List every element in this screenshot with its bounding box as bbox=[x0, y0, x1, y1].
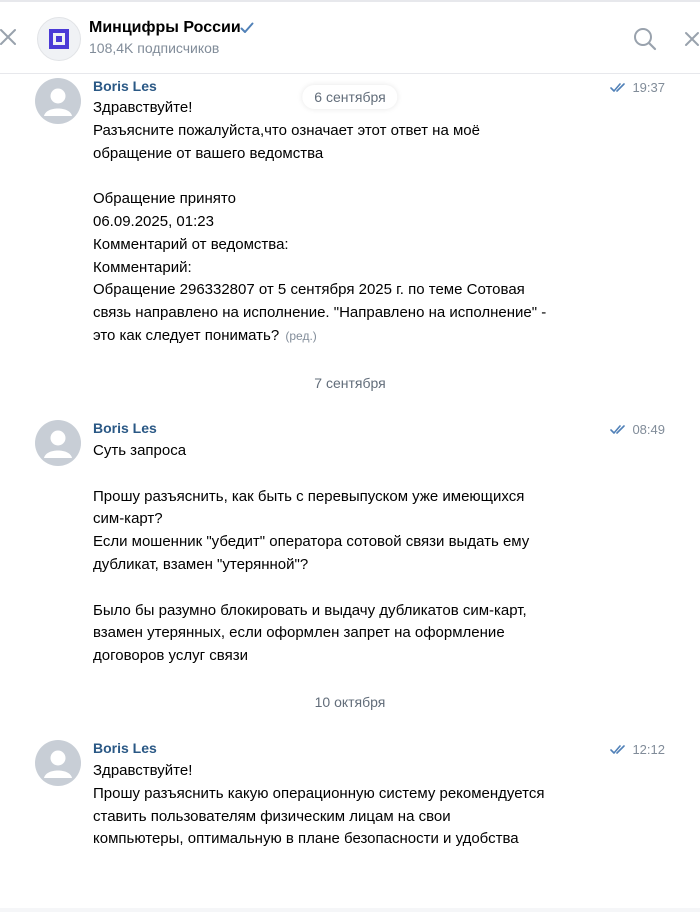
text-line: ставить пользователям физическим лицам на свои bbox=[93, 807, 451, 825]
message-author[interactable]: Boris Les bbox=[93, 740, 157, 756]
time-label: 12:12 bbox=[632, 742, 665, 757]
text-line: сим-карт? bbox=[93, 510, 163, 528]
message-author[interactable]: Boris Les bbox=[93, 420, 157, 436]
user-avatar[interactable] bbox=[35, 740, 81, 786]
text-line: Обращение 296332807 от 5 сентября 2025 г. по теме Сотовая bbox=[93, 281, 525, 299]
channel-avatar[interactable] bbox=[37, 17, 81, 61]
more-icon[interactable] bbox=[684, 27, 700, 54]
chat-header bbox=[0, 0, 700, 74]
text-line: компьютеры, оптимальную в плане безопасности и удобства bbox=[93, 830, 519, 848]
message-time bbox=[610, 742, 665, 757]
read-double-check-icon bbox=[610, 425, 628, 435]
text-line: 06.09.2025, 01:23 bbox=[93, 212, 214, 230]
user-avatar[interactable] bbox=[35, 420, 81, 466]
text-line: связь направлено на исполнение. "Направлено на исполнение" - bbox=[93, 304, 547, 322]
verified-check-icon bbox=[240, 21, 254, 39]
text-line: дубликат, взамен "утерянной"? bbox=[93, 555, 309, 573]
read-double-check-icon bbox=[610, 745, 628, 755]
text-line: Прошу разъяснить какую операционную систему рекомендуется bbox=[93, 784, 545, 802]
time-label: 08:49 bbox=[632, 422, 665, 437]
search-icon[interactable] bbox=[632, 26, 658, 57]
time-label: 19:37 bbox=[632, 80, 665, 95]
edited-label: (ред.) bbox=[285, 328, 317, 343]
text-line: обращение от вашего ведомства bbox=[93, 144, 324, 162]
text-line-last bbox=[93, 325, 613, 348]
text-line: Прошу разъяснить, как быть с перевыпуском уже имеющихся bbox=[93, 487, 525, 505]
text-line: Суть запроса bbox=[93, 442, 187, 459]
floating-date-badge: 6 сентября bbox=[302, 85, 397, 109]
text-line: Комментарий: bbox=[93, 258, 192, 276]
text-line: Было бы разумно блокировать и выдачу дубликатов сим-карт, bbox=[93, 601, 527, 619]
text-line: взамен утерянных, если оформлен запрет на оформление bbox=[93, 624, 505, 642]
message-text bbox=[93, 760, 613, 851]
text-line: это как следует понимать? bbox=[93, 326, 280, 344]
read-double-check-icon bbox=[610, 83, 628, 93]
text-line: Здравствуйте! bbox=[93, 99, 193, 116]
user-avatar[interactable] bbox=[35, 78, 81, 124]
date-separator: 7 сентября bbox=[302, 371, 397, 395]
user-silhouette-icon bbox=[35, 420, 81, 466]
text-line: договоров услуг связи bbox=[93, 647, 248, 665]
text-line: Если мошенник "убедит" оператора сотовой связи выдать ему bbox=[93, 533, 530, 551]
text-line: Здравствуйте! bbox=[93, 762, 193, 779]
date-separator: 10 октября bbox=[303, 690, 398, 714]
user-silhouette-icon bbox=[35, 78, 81, 124]
user-silhouette-icon bbox=[35, 740, 81, 786]
close-icon[interactable] bbox=[0, 26, 18, 48]
text-line: Обращение принято bbox=[93, 190, 236, 208]
text-line bbox=[93, 577, 613, 600]
message-text bbox=[93, 440, 613, 668]
mintsifry-logo bbox=[45, 25, 73, 53]
subscriber-count: 108,4K подписчиков bbox=[89, 40, 220, 56]
text-line bbox=[93, 165, 613, 188]
bottom-divider bbox=[0, 908, 700, 912]
message-time bbox=[610, 422, 665, 437]
text-line bbox=[93, 463, 613, 486]
channel-name[interactable]: Минцифры России bbox=[89, 19, 241, 36]
message-time bbox=[610, 80, 665, 95]
message-text bbox=[93, 97, 613, 348]
text-line: Разъясните пожалуйста,что означает этот ответ на моё bbox=[93, 121, 480, 139]
top-divider bbox=[0, 0, 700, 2]
text-line: Комментарий от ведомства: bbox=[93, 235, 289, 253]
message-author[interactable]: Boris Les bbox=[93, 78, 157, 94]
